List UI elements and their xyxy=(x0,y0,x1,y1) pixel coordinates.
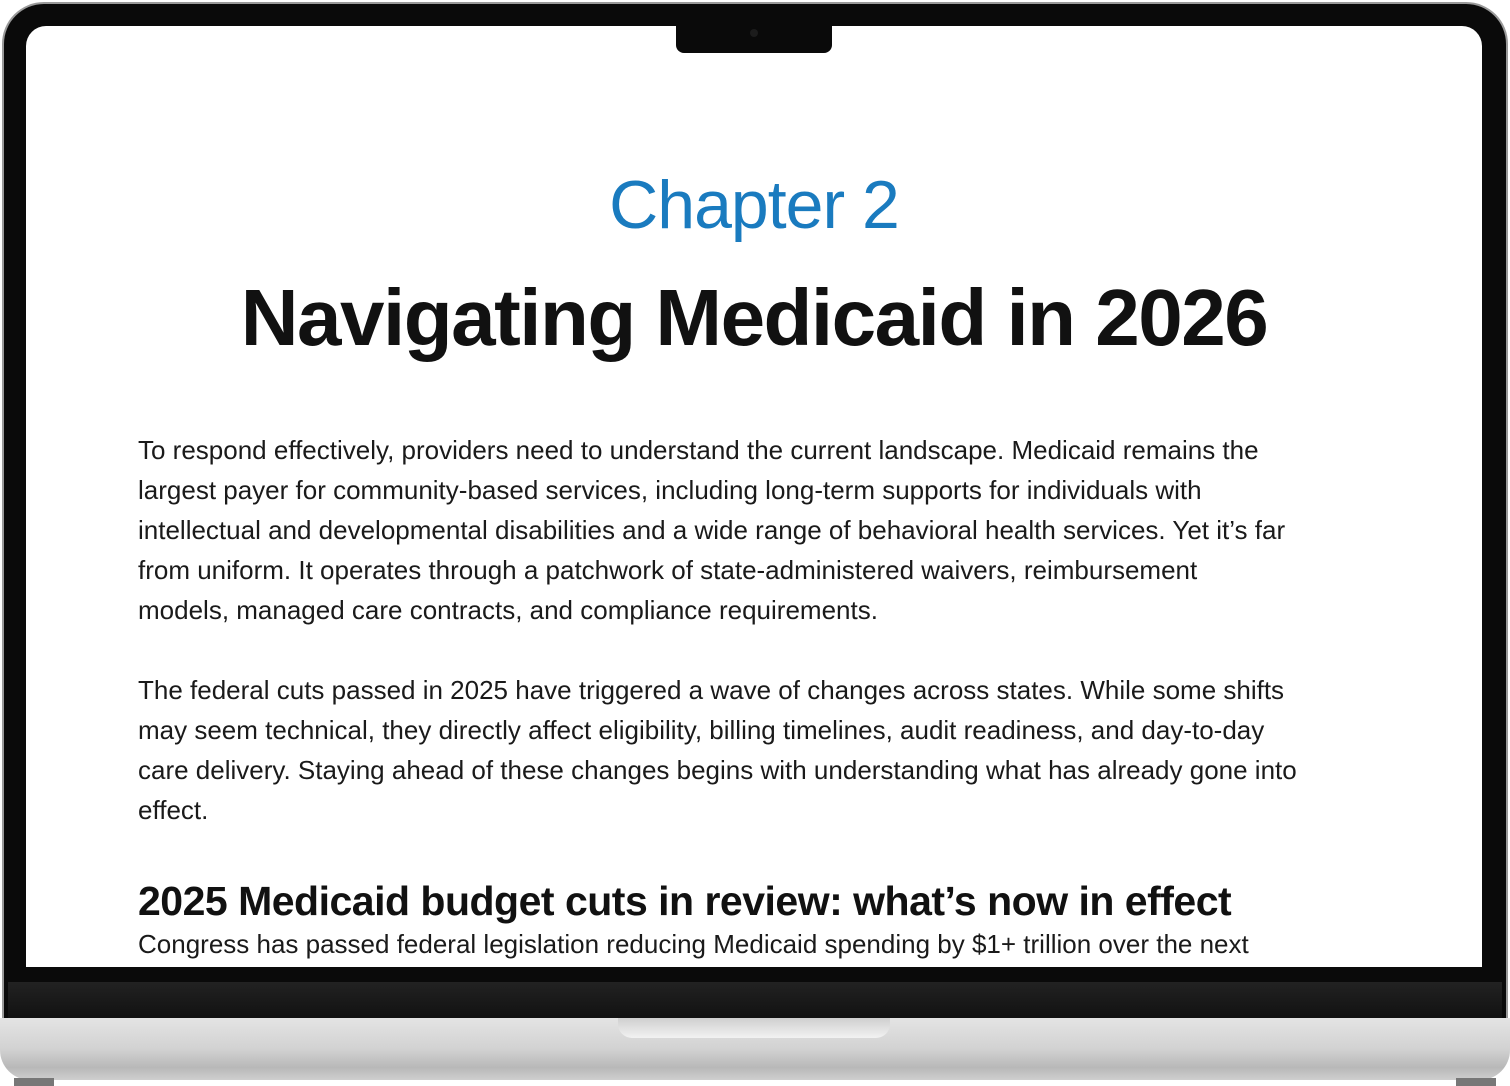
text-line: To respond effectively, providers need to understand the current landscape. Medicaid remains the xyxy=(138,435,1259,465)
camera-notch xyxy=(676,26,832,53)
text-line: models, managed care contracts, and compliance requirements. xyxy=(138,595,878,625)
text-line: care delivery. Staying ahead of these changes begins with understanding what has already gone into xyxy=(138,755,1297,785)
text-line: effect. xyxy=(138,795,209,825)
paragraph-3 xyxy=(138,924,1249,964)
laptop-chin xyxy=(8,982,1502,1019)
laptop-base xyxy=(0,1018,1510,1080)
text-line: The federal cuts passed in 2025 have triggered a wave of changes across states. While some shifts xyxy=(138,675,1285,705)
paragraph-2 xyxy=(138,670,1297,830)
chapter-label: Chapter 2 xyxy=(609,167,899,243)
text-line: may seem technical, they directly affect eligibility, billing timelines, audit readiness, and day-to-day xyxy=(138,715,1265,745)
laptop-screen xyxy=(26,26,1482,967)
paragraph-1 xyxy=(138,430,1285,630)
page-title: Navigating Medicaid in 2026 xyxy=(240,273,1268,362)
lid-opening-groove xyxy=(618,1018,890,1038)
laptop-foot xyxy=(1456,1078,1496,1086)
section-heading: 2025 Medicaid budget cuts in review: what’s now in effect xyxy=(138,878,1232,924)
text-line: intellectual and developmental disabilities and a wide range of behavioral health services. Yet it’s far xyxy=(138,515,1286,545)
text-line: from uniform. It operates through a patchwork of state-administered waivers, reimbursement xyxy=(138,555,1198,585)
camera-icon xyxy=(750,29,758,37)
text-line: Congress has passed federal legislation reducing Medicaid spending by $1+ trillion over the next xyxy=(138,929,1249,959)
text-line: largest payer for community-based services, including long-term supports for individuals with xyxy=(138,475,1202,505)
laptop-foot xyxy=(14,1078,54,1086)
